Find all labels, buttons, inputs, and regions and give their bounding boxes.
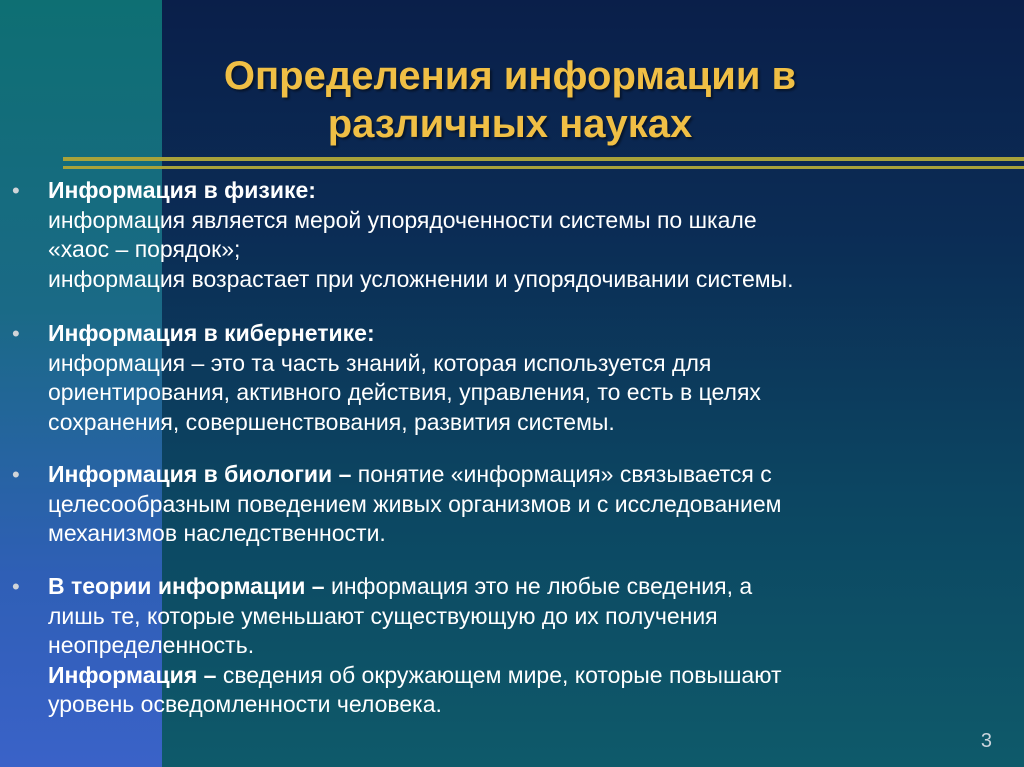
item-heading: Информация в кибернетике: [48,320,375,346]
item-line: ориентирования, активного действия, управления, то есть в целях [48,379,761,405]
bullet-icon: • [12,574,20,599]
slide-title [150,52,870,148]
item-heading: Информация в физике: [48,177,316,203]
item-text: понятие «информация» связывается с [351,461,772,487]
bullet-icon: • [12,321,20,346]
item-line: информация является мерой упорядоченности системы по шкале [48,206,757,233]
title-divider-top [63,157,1024,161]
item-line: информация – это та часть знаний, которая используется для [48,349,712,376]
item-subheading: Информация – [48,661,217,688]
page-number: 3 [980,730,992,752]
bullet-icon: • [12,178,20,203]
item-text: сведения об окружающем мире, которые повышают [216,661,782,688]
item-heading: Информация в биологии – [48,461,352,487]
title-line-2: различных науках [327,102,693,146]
title-line-1: Определения информации в [223,54,797,98]
item-line: неопределенность. [48,632,255,658]
item-line [48,572,988,602]
item-line: уровень осведомленности человека. [48,691,442,717]
item-line: механизмов наследственности. [48,520,386,546]
item-line: лишь те, которые уменьшают существующую до их получения [48,602,718,629]
bullet-icon: • [12,462,20,487]
title-divider-bottom [63,166,1024,169]
item-line: сохранения, совершенствования, развития системы. [48,408,615,435]
item-line [48,661,988,691]
item-line [48,460,988,490]
item-line: информация возрастает при усложнении и упорядочивании системы. [48,265,794,292]
item-line: целесообразным поведением живых организмов и с исследованием [48,490,782,517]
item-heading: В теории информации – [48,573,325,599]
item-text: информация это не любые сведения, а [324,573,753,599]
item-line: «хаос – порядок»; [48,236,241,262]
